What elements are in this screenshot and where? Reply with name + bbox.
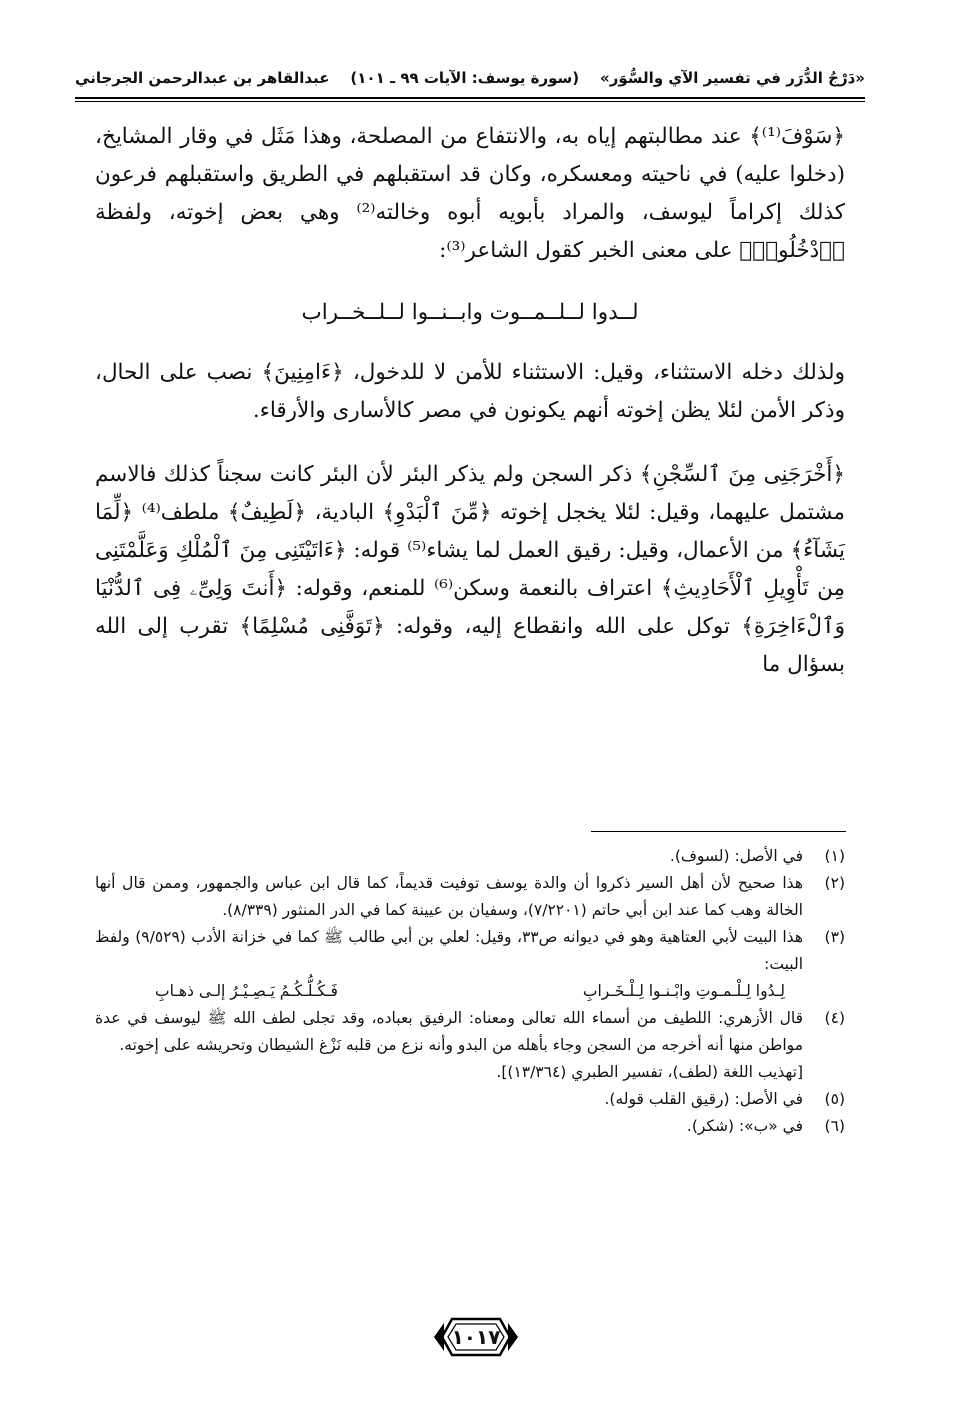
header-rule [75, 97, 865, 102]
footnote-number: (٣) [824, 928, 845, 946]
running-header [75, 60, 865, 96]
page-number: ١٠١٧ [451, 1325, 501, 1349]
footnote-text: في الأصل: (رقيق القلب قوله). [604, 1090, 803, 1108]
paragraph-1: ﴿سَوْفَ⁽¹⁾﴾ عند مطالبتهم إياه به، والانتفاع من المصلحة، وهذا مَثَل في وقار المشايخ، (دخلوا عليه) في ناحيته ومعسكره، وكان قد استقبلهم في الطريق واستقبلهم فرعون كذلك إكراماً ليوسف، والمراد بأبويه أبوه وخالته⁽²⁾ وهي بعض إخوته، ولفظة ﴿ٱدْخُلُوا۟﴾ على معنى الخبر كقول الشاعر⁽³⁾: [95, 124, 845, 263]
paragraph-2: ولذلك دخله الاستثناء، وقيل: الاستثناء للأمن لا للدخول، ﴿ءَامِنِينَ﴾ نصب على الحال، وذكر الأمن لئلا يظن إخوته أنهم يكونون في مصر كالأسارى والأرقاء. [95, 360, 845, 423]
footnote-5 [95, 1086, 845, 1113]
footnote-4 [95, 1005, 845, 1086]
page-number-ornament [428, 1313, 524, 1361]
footnote-text: في «ب»: (شكر). [686, 1117, 803, 1135]
footnote-2 [95, 870, 845, 924]
footnote-1 [95, 843, 845, 870]
footnote-6 [95, 1113, 845, 1140]
book-title: «دَرْجُ الدُّرَر في تفسير الآي والسُّوَر» [600, 69, 865, 87]
footnote-text: هذا صحيح لأن أهل السير ذكروا أن والدة يوسف توفيت قديماً، كما قال ابن عباس والجمهور، وممن قال أنها الخالة وهب كما عند ابن أبي حاتم (٧/٢٢٠١)، وسفيان بن عيينة كما في الدر المنثور (٨/٣٣٩). [95, 874, 803, 919]
footnotes [95, 843, 845, 1140]
footnote-3 [95, 924, 845, 1005]
footnote-number: (٦) [824, 1117, 845, 1135]
footnote-separator [591, 831, 846, 832]
poetry-verse: لــدوا لــلــمــوت وابــنــوا لــلــخــراب [301, 300, 639, 325]
footnote-source: [تهذيب اللغة (لطف)، تفسير الطبري (١٣/٣٦٤)]. [496, 1063, 803, 1081]
author-name: عبدالقاهر بن عبدالرحمن الجرجاني [75, 69, 330, 87]
footnote-number: (٤) [824, 1009, 845, 1027]
footnote-number: (٢) [824, 874, 845, 892]
footnote-text: في الأصل: (لسوف). [669, 847, 803, 865]
paragraph-3: ﴿أَخْرَجَنِى مِنَ ٱلسِّجْنِ﴾ ذكر السجن ولم يذكر البئر لأن البئر كانت سجناً كذلك فالاسم مشتمل عليهما، وقيل: لئلا يخجل إخوته ﴿مِّنَ ٱلْبَدْوِ﴾ البادية، ﴿لَطِيفٌ﴾ ملطف⁽⁴⁾ ﴿لِّمَا يَشَآءُ﴾ من الأعمال، وقيل: رقيق العمل لما يشاء⁽⁵⁾ قوله: ﴿ءَاتَيْتَنِى مِنَ ٱلْمُلْكِ وَعَلَّمْتَنِى مِن تَأْوِيلِ ٱلْأَحَادِيثِ﴾ اعتراف بالنعمة وسكن⁽⁶⁾ للمنعم، وقوله: ﴿أَنتَ وَلِىِّۦ فِى ٱلدُّنْيَا وَٱلْءَاخِرَةِ﴾ توكل على الله وانقطاع إليه، وقوله: ﴿تَوَفَّنِى مُسْلِمًا﴾ تقرب إلى الله بسؤال ما [95, 462, 845, 677]
main-text [95, 118, 845, 684]
poem-verse [95, 978, 803, 1005]
footnote-number: (١) [824, 847, 845, 865]
surah-info: (سورة يوسف: الآيات ٩٩ ـ ١٠١) [350, 69, 580, 87]
poem-second-hemistich: فَـكُـلُّـكُـمُ يَـصِـيْـرُ إلـى ذهـابِ [155, 982, 338, 1000]
footnote-text: قال الأزهري: اللطيف من أسماء الله تعالى ومعناه: الرفيق بعباده، وقد تجلى لطف الله ﷺ ليوسف في عدة مواطن منها أنه أخرجه من السجن وجاء بأهله من البدو وأنه نزع من قلبه نَزْغ الشيطان وتحريشه على إخوته. [95, 1009, 803, 1054]
footnote-text: هذا البيت لأبي العتاهية وهو في ديوانه ص٣٣، وقيل: لعلي بن أبي طالب ﷺ كما في خزانة الأدب (٩/٥٢٩) ولفظ البيت: [95, 928, 803, 973]
footnote-number: (٥) [824, 1090, 845, 1108]
poem-first-hemistich: لِـدُوا لِـلْـمـوتِ وابْـنـوا لِـلْـخَـرابِ [582, 982, 785, 1000]
